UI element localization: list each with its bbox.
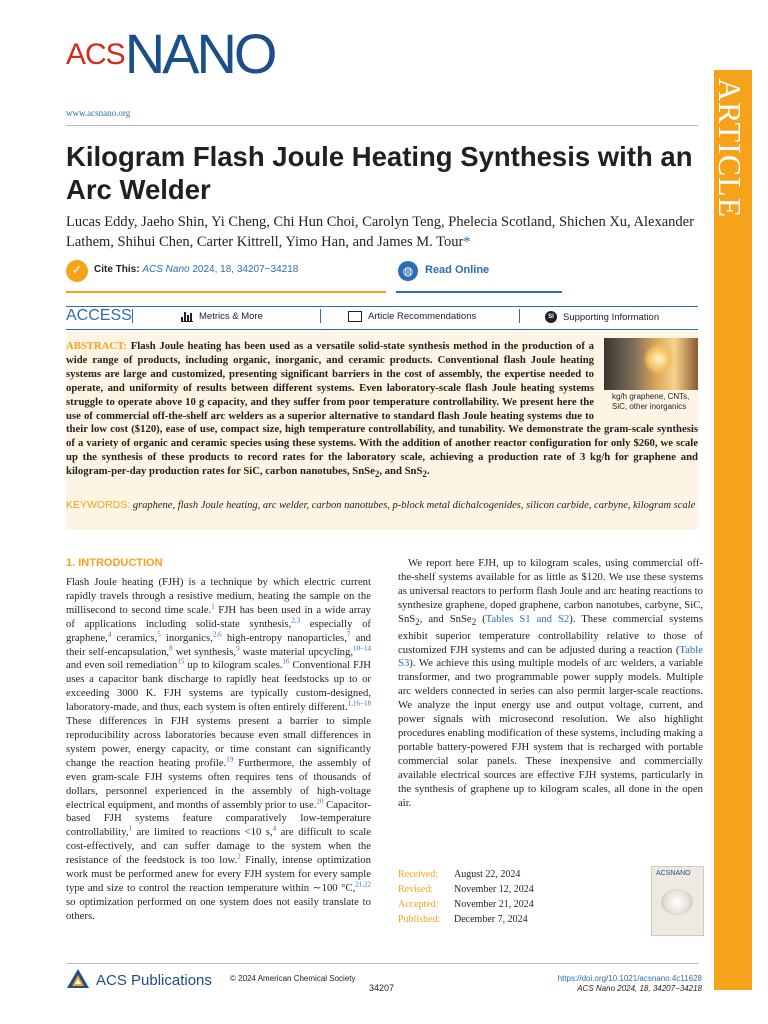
date-label: Published:	[398, 914, 441, 925]
reference-link[interactable]: 7	[346, 630, 351, 639]
doi-block	[500, 974, 702, 994]
text: inorganics,	[160, 631, 213, 644]
reference-link[interactable]: 16	[282, 657, 290, 666]
reference-link[interactable]: 8	[169, 643, 173, 652]
intro-paragraph-2	[398, 557, 703, 810]
publication-dates	[398, 867, 628, 927]
abstract-label: ABSTRACT:	[66, 340, 127, 352]
si-icon: SI	[545, 311, 557, 323]
access-label: ACCESS	[66, 307, 132, 324]
date-label: Revised:	[398, 884, 433, 895]
supporting-info-label: Supporting Information	[563, 311, 660, 323]
reference-link[interactable]: 2,6	[212, 630, 222, 639]
keywords-text: graphene, flash Joule heating, arc welder, carbon nanotubes, p-block metal dichalcogenides, silicon carbide, carbyne, kilogram scale	[132, 500, 696, 511]
text: ceramics,	[111, 631, 158, 644]
cite-this[interactable]	[94, 264, 298, 275]
cite-label: Cite This:	[94, 264, 140, 275]
abstract-sub-1: 2	[374, 469, 380, 480]
subscript: 2	[415, 616, 420, 627]
table-link[interactable]: Table S3	[398, 643, 703, 670]
text: and even soil remediation	[66, 659, 178, 672]
toc-caption: kg/h graphene, CNTs, SiC, other inorganics	[612, 392, 690, 411]
recommendations-button[interactable]	[348, 311, 476, 322]
logo-acs: ACS	[66, 38, 125, 71]
text: ). We achieve this using multiple models of arc welders, a variable transformer, and two programmable power supply models. Multiple arc welders connected in series can also permit larger-scale reactions. We analyze the input energy use and output voltage, current, and power signals with microsecond resolution. We also highlight procedures enabling modification of these systems, including making a portable battery-powered FJH system that is recharged with portable commercial solar panels. These inexpensive and commercially available electrical sources are effective FJH systems, particularly in the synthesis of graphene up to kilogram scales, all done in the open air.	[398, 657, 703, 809]
reference-link[interactable]: 5	[157, 630, 161, 639]
text: We report here FJH, up to kilogram scales, using commercial off-the-shelf systems available for as little as $120. We use these systems as universal reactors to perform flash Joule and arc heating reactions to synthesize graphene, doped graphene, carbon nanotubes, carbyne, SiC, SnS	[398, 557, 703, 625]
text: Furthermore, the assembly of even gram-scale FJH systems often requires tens of thousands of dollars, personnel experienced in the assembly of high-voltage electrical equipment, and months of assembly prior to use.	[66, 756, 371, 811]
footer-divider	[66, 963, 698, 964]
text: especially of graphene,	[66, 617, 371, 644]
bar-chart-icon	[181, 311, 193, 322]
publisher-logo[interactable]	[66, 968, 212, 992]
text: ). These commercial systems exhibit superior temperature controllability relative to those of customized FJH systems and can be adjusted during a reaction (	[398, 612, 703, 656]
text: are limited to reactions <10 s,	[132, 826, 273, 839]
reference-link[interactable]: 10−14	[353, 643, 371, 652]
text: FJH has been used in a wide array of applications including solid-state synthesis,	[66, 603, 371, 630]
reference-link[interactable]: 2	[237, 852, 241, 861]
date-revised	[398, 882, 628, 897]
metrics-label: Metrics & More	[199, 311, 263, 322]
read-online-link[interactable]: Read Online	[425, 264, 490, 276]
text: Flash Joule heating (FJH) is a technique by which electric current rapidly travels through a resistive medium, heating the sample on the millisecond to second time scale.	[66, 576, 371, 616]
website-link[interactable]: www.acsnano.org	[66, 108, 131, 118]
cover-title: ACSNANO	[656, 870, 691, 877]
text: (	[476, 612, 486, 625]
reference-link[interactable]: 1,16−18	[347, 699, 371, 708]
text: Finally, intense optimization work must be performed anew for every FJH system for every sample type and size to control the reaction temperature within ∼100 °C,	[66, 854, 371, 894]
article-list-icon	[348, 311, 362, 322]
cite-volume: 2024, 18, 34207−34218	[192, 264, 299, 275]
author-list	[66, 212, 706, 252]
text: are difficult to scale cost-effectively, and can suffer damage to the system when the resistance of the feedstock is too low.	[66, 826, 371, 867]
supporting-info-button[interactable]	[545, 311, 659, 323]
text: These differences in FJH systems present a barrier to simple reproducibility across laboratories because even small differences in system power, energy capacity, or time constant can significantly change the reaction heating profile.	[66, 715, 371, 769]
article-title: Kilogram Flash Joule Heating Synthesis with an Arc Welder	[66, 141, 693, 205]
access-separator	[320, 309, 321, 323]
date-value: November 12, 2024	[454, 884, 534, 895]
globe-icon[interactable]: ◍	[398, 261, 418, 281]
date-published	[398, 912, 628, 927]
reference-link[interactable]: 20	[316, 796, 324, 805]
keywords-label: KEYWORDS:	[66, 499, 131, 511]
reference-link[interactable]: 19	[226, 755, 234, 764]
text: up to kilogram scales.	[184, 659, 283, 672]
text: Conventional FJH uses a capacitor bank discharge to rapidly heat feedstocks up to or exceeding 3000 K. FJH systems are typically custom-designed, laboratory-made, and thus, each system is often entirely different.	[66, 659, 371, 714]
section-heading: 1. INTRODUCTION	[66, 557, 163, 569]
text: wet synthesis,	[172, 645, 237, 658]
abstract-sub-2: 2	[422, 469, 427, 480]
footer-citation: ACS Nano 2024, 18, 34207−34218	[577, 984, 702, 993]
journal-logo	[66, 22, 275, 85]
date-value: November 21, 2024	[454, 899, 534, 910]
side-tab-text: ARTICLE	[712, 78, 748, 219]
reference-link[interactable]: 9	[236, 643, 240, 652]
abstract-body: Flash Joule heating has been used as a versatile solid-state synthesis method in the production of a wide range of products, including organic, inorganic, and ceramic products. Conventional flash Joule heating systems are large and customized, presenting significant barriers in the cost of assembly, the expertise needed to operate, and uniformity of results between different systems. Even laboratory-scale flash Joule heating systems struggle to operate above 10 g capacity, and they suffer from poor temperature controllability. We present here the use of commercial off-the-shelf arc welders as a superior alternative to standard flash Joule heating systems due to their low cost ($120), ease of use, compact size, high temperature controllability, and tunability. We demonstrate the gram-scale synthesis of a variety of organic and ceramic species using these systems. With the addition of another reactor configuration for only $260, we scale up the synthesis of these products to record rates for the laboratory scale, achieving a production rate of 3 kg/h for graphene and kilogram-per-day production rates for SiC, carbon nanotubes, SnSe	[66, 340, 698, 478]
date-value: December 7, 2024	[454, 914, 528, 925]
copyright: © 2024 American Chemical Society	[230, 974, 356, 983]
abstract-text	[66, 340, 698, 482]
reference-link[interactable]: 1	[128, 824, 133, 833]
abstract-end: .	[426, 465, 430, 478]
journal-cover-thumbnail[interactable]	[651, 866, 704, 936]
date-label: Accepted:	[398, 899, 439, 910]
publisher-name: ACS Publications	[96, 971, 212, 989]
cite-check-icon[interactable]: ✓	[66, 260, 88, 282]
reference-link[interactable]: 4	[272, 824, 277, 833]
article-side-label	[714, 72, 752, 232]
metrics-button[interactable]	[181, 311, 263, 322]
page-number: 34207	[369, 983, 395, 993]
subscript: 2	[471, 616, 477, 627]
text: high-entropy nanoparticles,	[221, 631, 347, 644]
reference-link[interactable]: 21,22	[355, 880, 371, 889]
acs-publications-icon	[66, 968, 90, 992]
text: so optimization performed on one system does not easily translate to others.	[66, 895, 371, 922]
table-link[interactable]: Tables S1 and S2	[485, 612, 570, 625]
date-received	[398, 867, 628, 882]
intro-paragraph-1	[66, 576, 371, 924]
date-value: August 22, 2024	[454, 869, 521, 880]
text: waste material upcycling,	[239, 645, 354, 658]
recommendations-label: Article Recommendations	[368, 311, 477, 322]
date-accepted	[398, 897, 628, 912]
header-divider	[66, 125, 698, 126]
reference-link[interactable]: 1	[211, 602, 215, 611]
corresponding-author-mark[interactable]: *	[463, 234, 471, 250]
access-separator	[519, 309, 520, 323]
access-separator	[132, 309, 133, 323]
reference-link[interactable]: 15	[177, 657, 185, 666]
text: , and SnSe	[419, 612, 472, 625]
reference-link[interactable]: 4	[107, 630, 112, 639]
reference-link[interactable]: 2,3	[291, 616, 301, 625]
text: and their self-encapsulation,	[66, 631, 372, 658]
abstract-graphic-space	[594, 340, 698, 418]
doi-link[interactable]: https://doi.org/10.1021/acsnano.4c11628	[557, 974, 702, 983]
cite-underline	[66, 291, 386, 293]
text: Capacitor-based FJH systems feature comparatively low-temperature controllability,	[66, 798, 372, 839]
cite-journal: ACS Nano	[142, 264, 190, 275]
logo-nano: NANO	[124, 22, 275, 85]
keywords	[66, 499, 698, 512]
abstract-mid: , and SnS	[379, 465, 423, 478]
authors-text: Lucas Eddy, Jaeho Shin, Yi Cheng, Chi Hun Choi, Carolyn Teng, Phelecia Scotland, Shichen Xu, Alexander Lathem, Shihui Chen, Carter Kittrell, Yimo Han, and James M. Tour	[66, 214, 694, 250]
read-online-underline	[396, 291, 562, 293]
date-label: Received:	[398, 869, 438, 880]
cover-image	[661, 889, 693, 915]
